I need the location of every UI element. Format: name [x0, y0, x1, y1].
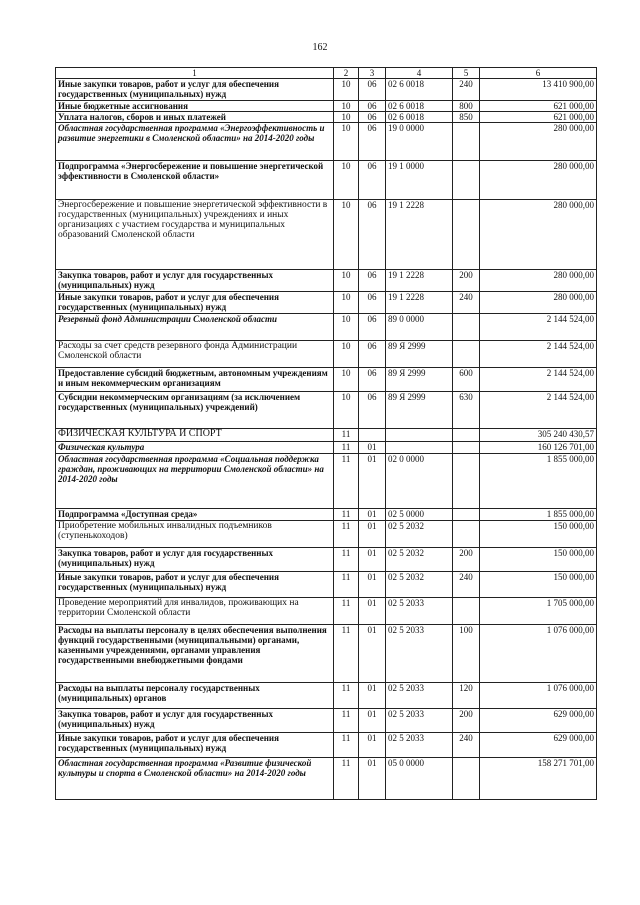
- table-cell-name: Физическая культура: [56, 442, 334, 454]
- table-cell-name: Иные закупки товаров, работ и услуг для обеспечения государственных (муниципальных) нужд: [56, 733, 334, 758]
- table-cell-subsection: 06: [359, 270, 386, 292]
- table-cell-name: Областная государственная программа «Социальная поддержка граждан, проживающих на территории Смоленской области» на 2014-2020 годы: [56, 454, 334, 509]
- table-cell-subsection: 06: [359, 200, 386, 270]
- table-cell-subsection: 06: [359, 341, 386, 368]
- table-cell-section: 10: [334, 270, 359, 292]
- table-row: [56, 314, 597, 341]
- table-row: [56, 368, 597, 392]
- table-cell-subsection: [359, 429, 386, 442]
- table-cell-amount: 2 144 524,00: [480, 368, 597, 392]
- table-cell-expense-type: [453, 758, 480, 800]
- table-cell-subsection: 06: [359, 161, 386, 200]
- header-cell-amount: 6: [480, 68, 597, 79]
- table-cell-expense-type: 100: [453, 625, 480, 683]
- table-cell-subsection: 06: [359, 368, 386, 392]
- header-cell-expense-type: 5: [453, 68, 480, 79]
- table-cell-name: Резервный фонд Администрации Смоленской области: [56, 314, 334, 341]
- table-cell-amount: 621 000,00: [480, 112, 597, 123]
- table-row: [56, 625, 597, 683]
- table-cell-subsection: 01: [359, 758, 386, 800]
- table-row: [56, 123, 597, 161]
- table-cell-subsection: 01: [359, 598, 386, 625]
- table-cell-amount: 158 271 701,00: [480, 758, 597, 800]
- table-cell-name: Расходы на выплаты персоналу в целях обеспечения выполнения функций государственными (муниципальными) органами, казенными учреждениями, органами управления государственными внебюджетными фондами: [56, 625, 334, 683]
- table-cell-section: 11: [334, 683, 359, 709]
- table-cell-subsection: 01: [359, 548, 386, 572]
- table-cell-name: Подпрограмма «Энергосбережение и повышение энергетической эффективности в Смоленской области»: [56, 161, 334, 200]
- table-cell-expense-type: [453, 521, 480, 548]
- table-cell-target-code: 02 0 0000: [386, 454, 453, 509]
- table-cell-name: Иные закупки товаров, работ и услуг для обеспечения государственных (муниципальных) нужд: [56, 572, 334, 598]
- table-cell-amount: 280 000,00: [480, 200, 597, 270]
- table-cell-amount: 2 144 524,00: [480, 392, 597, 429]
- table-cell-amount: 13 410 900,00: [480, 79, 597, 101]
- table-row: [56, 161, 597, 200]
- table-cell-subsection: 06: [359, 314, 386, 341]
- table-cell-subsection: 01: [359, 683, 386, 709]
- table-cell-expense-type: [453, 123, 480, 161]
- table-cell-amount: 1 076 000,00: [480, 625, 597, 683]
- table-cell-section: 11: [334, 625, 359, 683]
- table-cell-section: 10: [334, 79, 359, 101]
- table-cell-target-code: 02 5 2033: [386, 709, 453, 733]
- table-cell-target-code: 89 Я 2999: [386, 392, 453, 429]
- table-cell-subsection: 01: [359, 733, 386, 758]
- table-cell-expense-type: 200: [453, 270, 480, 292]
- table-cell-amount: 1 855 000,00: [480, 454, 597, 509]
- table-cell-amount: 280 000,00: [480, 270, 597, 292]
- table-cell-amount: 280 000,00: [480, 161, 597, 200]
- table-cell-section: 10: [334, 341, 359, 368]
- header-cell-name: 1: [56, 68, 334, 79]
- table-cell-target-code: 19 1 2228: [386, 270, 453, 292]
- table-cell-target-code: 02 5 0000: [386, 509, 453, 521]
- table-cell-section: 11: [334, 548, 359, 572]
- table-row: [56, 683, 597, 709]
- table-row: [56, 758, 597, 800]
- table-cell-section: 10: [334, 292, 359, 314]
- header-cell-section: 2: [334, 68, 359, 79]
- table-cell-section: 10: [334, 392, 359, 429]
- table-cell-name: Иные бюджетные ассигнования: [56, 101, 334, 112]
- table-cell-name: Субсидии некоммерческим организациям (за исключением государственных (муниципальных) учреждений): [56, 392, 334, 429]
- table-cell-amount: 1 855 000,00: [480, 509, 597, 521]
- table-cell-amount: 2 144 524,00: [480, 314, 597, 341]
- table-cell-section: 11: [334, 509, 359, 521]
- table-cell-subsection: 06: [359, 101, 386, 112]
- table-cell-target-code: 89 Я 2999: [386, 341, 453, 368]
- table-cell-expense-type: [453, 454, 480, 509]
- header-cell-subsection: 3: [359, 68, 386, 79]
- table-cell-subsection: 01: [359, 442, 386, 454]
- table-cell-expense-type: 630: [453, 392, 480, 429]
- table-cell-expense-type: [453, 200, 480, 270]
- table-cell-name: Расходы на выплаты персоналу государственных (муниципальных) органов: [56, 683, 334, 709]
- table-cell-target-code: 89 Я 2999: [386, 368, 453, 392]
- table-cell-section: 11: [334, 442, 359, 454]
- table-cell-name: Расходы за счет средств резервного фонда Администрации Смоленской области: [56, 341, 334, 368]
- table-cell-subsection: 01: [359, 625, 386, 683]
- table-cell-expense-type: [453, 442, 480, 454]
- table-cell-target-code: 19 0 0000: [386, 123, 453, 161]
- table-cell-name: Иные закупки товаров, работ и услуг для обеспечения государственных (муниципальных) нужд: [56, 292, 334, 314]
- table-cell-amount: 280 000,00: [480, 123, 597, 161]
- table-cell-amount: 150 000,00: [480, 521, 597, 548]
- table-cell-expense-type: 850: [453, 112, 480, 123]
- table-cell-target-code: 02 6 0018: [386, 79, 453, 101]
- table-cell-name: Закупка товаров, работ и услуг для государственных (муниципальных) нужд: [56, 548, 334, 572]
- table-cell-expense-type: 200: [453, 709, 480, 733]
- table-cell-section: 11: [334, 429, 359, 442]
- budget-table: [55, 67, 597, 800]
- table-cell-section: 11: [334, 572, 359, 598]
- table-row: [56, 429, 597, 442]
- table-cell-expense-type: [453, 314, 480, 341]
- table-cell-subsection: 06: [359, 123, 386, 161]
- table-cell-expense-type: 120: [453, 683, 480, 709]
- table-cell-name: Подпрограмма «Доступная среда»: [56, 509, 334, 521]
- table-cell-subsection: 01: [359, 521, 386, 548]
- table-cell-amount: 1 705 000,00: [480, 598, 597, 625]
- table-cell-name: Иные закупки товаров, работ и услуг для обеспечения государственных (муниципальных) нужд: [56, 79, 334, 101]
- header-row: [56, 68, 597, 79]
- table-cell-section: 10: [334, 161, 359, 200]
- table-cell-amount: 280 000,00: [480, 292, 597, 314]
- table-cell-subsection: 06: [359, 79, 386, 101]
- table-cell-section: 11: [334, 598, 359, 625]
- table-cell-name: Приобретение мобильных инвалидных подъемников (ступенькоходов): [56, 521, 334, 548]
- table-row: [56, 112, 597, 123]
- table-cell-section: 10: [334, 123, 359, 161]
- table-cell-section: 11: [334, 709, 359, 733]
- table-cell-section: 10: [334, 368, 359, 392]
- table-row: [56, 292, 597, 314]
- table-cell-subsection: 06: [359, 112, 386, 123]
- page-number: 162: [312, 42, 328, 53]
- table-cell-target-code: [386, 442, 453, 454]
- table-cell-target-code: 02 6 0018: [386, 112, 453, 123]
- table-cell-name: Энергосбережение и повышение энергетической эффективности в государственных (муниципальных) учреждениях и иных организациях с участием государства и муниципальных образований Смоленской области: [56, 200, 334, 270]
- table-cell-expense-type: 240: [453, 79, 480, 101]
- table-cell-section: 11: [334, 733, 359, 758]
- table-cell-section: 10: [334, 112, 359, 123]
- table-row: [56, 101, 597, 112]
- table-row: [56, 79, 597, 101]
- table-cell-target-code: 02 5 2032: [386, 548, 453, 572]
- table-cell-expense-type: 240: [453, 292, 480, 314]
- table-cell-expense-type: [453, 341, 480, 368]
- table-cell-expense-type: 800: [453, 101, 480, 112]
- table-cell-target-code: 02 5 2033: [386, 683, 453, 709]
- table-row: [56, 341, 597, 368]
- table-header: [56, 68, 597, 79]
- table-cell-expense-type: 240: [453, 572, 480, 598]
- table-cell-amount: 1 076 000,00: [480, 683, 597, 709]
- table-cell-amount: 160 126 701,00: [480, 442, 597, 454]
- table-row: [56, 454, 597, 509]
- table-cell-subsection: 01: [359, 572, 386, 598]
- table-row: [56, 442, 597, 454]
- table-row: [56, 733, 597, 758]
- table-cell-expense-type: [453, 429, 480, 442]
- table-cell-name: Проведение мероприятий для инвалидов, проживающих на территории Смоленской области: [56, 598, 334, 625]
- table-row: [56, 548, 597, 572]
- table-row: [56, 521, 597, 548]
- table-cell-target-code: 89 0 0000: [386, 314, 453, 341]
- table-cell-section: 11: [334, 758, 359, 800]
- table-cell-amount: 2 144 524,00: [480, 341, 597, 368]
- table-cell-amount: 621 000,00: [480, 101, 597, 112]
- table-cell-target-code: 19 1 0000: [386, 161, 453, 200]
- table-row: [56, 572, 597, 598]
- table-cell-expense-type: 240: [453, 733, 480, 758]
- table-cell-target-code: 02 5 2033: [386, 625, 453, 683]
- table-cell-expense-type: 200: [453, 548, 480, 572]
- table-cell-target-code: 19 1 2228: [386, 292, 453, 314]
- table-cell-target-code: 02 5 2033: [386, 598, 453, 625]
- table-cell-section: 10: [334, 314, 359, 341]
- table-cell-target-code: 02 5 2032: [386, 521, 453, 548]
- table-cell-amount: 305 240 430,57: [480, 429, 597, 442]
- table-cell-name: Областная государственная программа «Энергоэффективность и развитие энергетики в Смоленской области» на 2014-2020 годы: [56, 123, 334, 161]
- table-body: [56, 79, 597, 800]
- table-cell-section: 10: [334, 200, 359, 270]
- table-cell-name: Уплата налогов, сборов и иных платежей: [56, 112, 334, 123]
- table-cell-subsection: 06: [359, 392, 386, 429]
- table-cell-name: Областная государственная программа «Развитие физической культуры и спорта в Смоленской области» на 2014-2020 годы: [56, 758, 334, 800]
- table-cell-name: Предоставление субсидий бюджетным, автономным учреждениям и иным некоммерческим организациям: [56, 368, 334, 392]
- table-cell-amount: 150 000,00: [480, 572, 597, 598]
- table-cell-target-code: 05 0 0000: [386, 758, 453, 800]
- table-cell-expense-type: [453, 598, 480, 625]
- table-cell-subsection: 01: [359, 509, 386, 521]
- table-cell-amount: 150 000,00: [480, 548, 597, 572]
- table-cell-expense-type: [453, 509, 480, 521]
- table-cell-section: 10: [334, 101, 359, 112]
- table-cell-target-code: [386, 429, 453, 442]
- table-cell-target-code: 02 5 2033: [386, 733, 453, 758]
- table-cell-subsection: 06: [359, 292, 386, 314]
- table-row: [56, 270, 597, 292]
- table-cell-expense-type: 600: [453, 368, 480, 392]
- table-cell-name: Закупка товаров, работ и услуг для государственных (муниципальных) нужд: [56, 709, 334, 733]
- header-cell-target-code: 4: [386, 68, 453, 79]
- table-row: [56, 200, 597, 270]
- table-cell-target-code: 19 1 2228: [386, 200, 453, 270]
- table-cell-amount: 629 000,00: [480, 709, 597, 733]
- table-cell-target-code: 02 5 2032: [386, 572, 453, 598]
- table-row: [56, 509, 597, 521]
- table-row: [56, 392, 597, 429]
- table-row: [56, 598, 597, 625]
- table-cell-name: ФИЗИЧЕСКАЯ КУЛЬТУРА И СПОРТ: [56, 429, 334, 442]
- table-cell-target-code: 02 6 0018: [386, 101, 453, 112]
- table-row: [56, 709, 597, 733]
- table-cell-subsection: 01: [359, 454, 386, 509]
- table-cell-name: Закупка товаров, работ и услуг для государственных (муниципальных) нужд: [56, 270, 334, 292]
- table-cell-expense-type: [453, 161, 480, 200]
- table-cell-amount: 629 000,00: [480, 733, 597, 758]
- table-cell-section: 11: [334, 454, 359, 509]
- table-cell-subsection: 01: [359, 709, 386, 733]
- table-cell-section: 11: [334, 521, 359, 548]
